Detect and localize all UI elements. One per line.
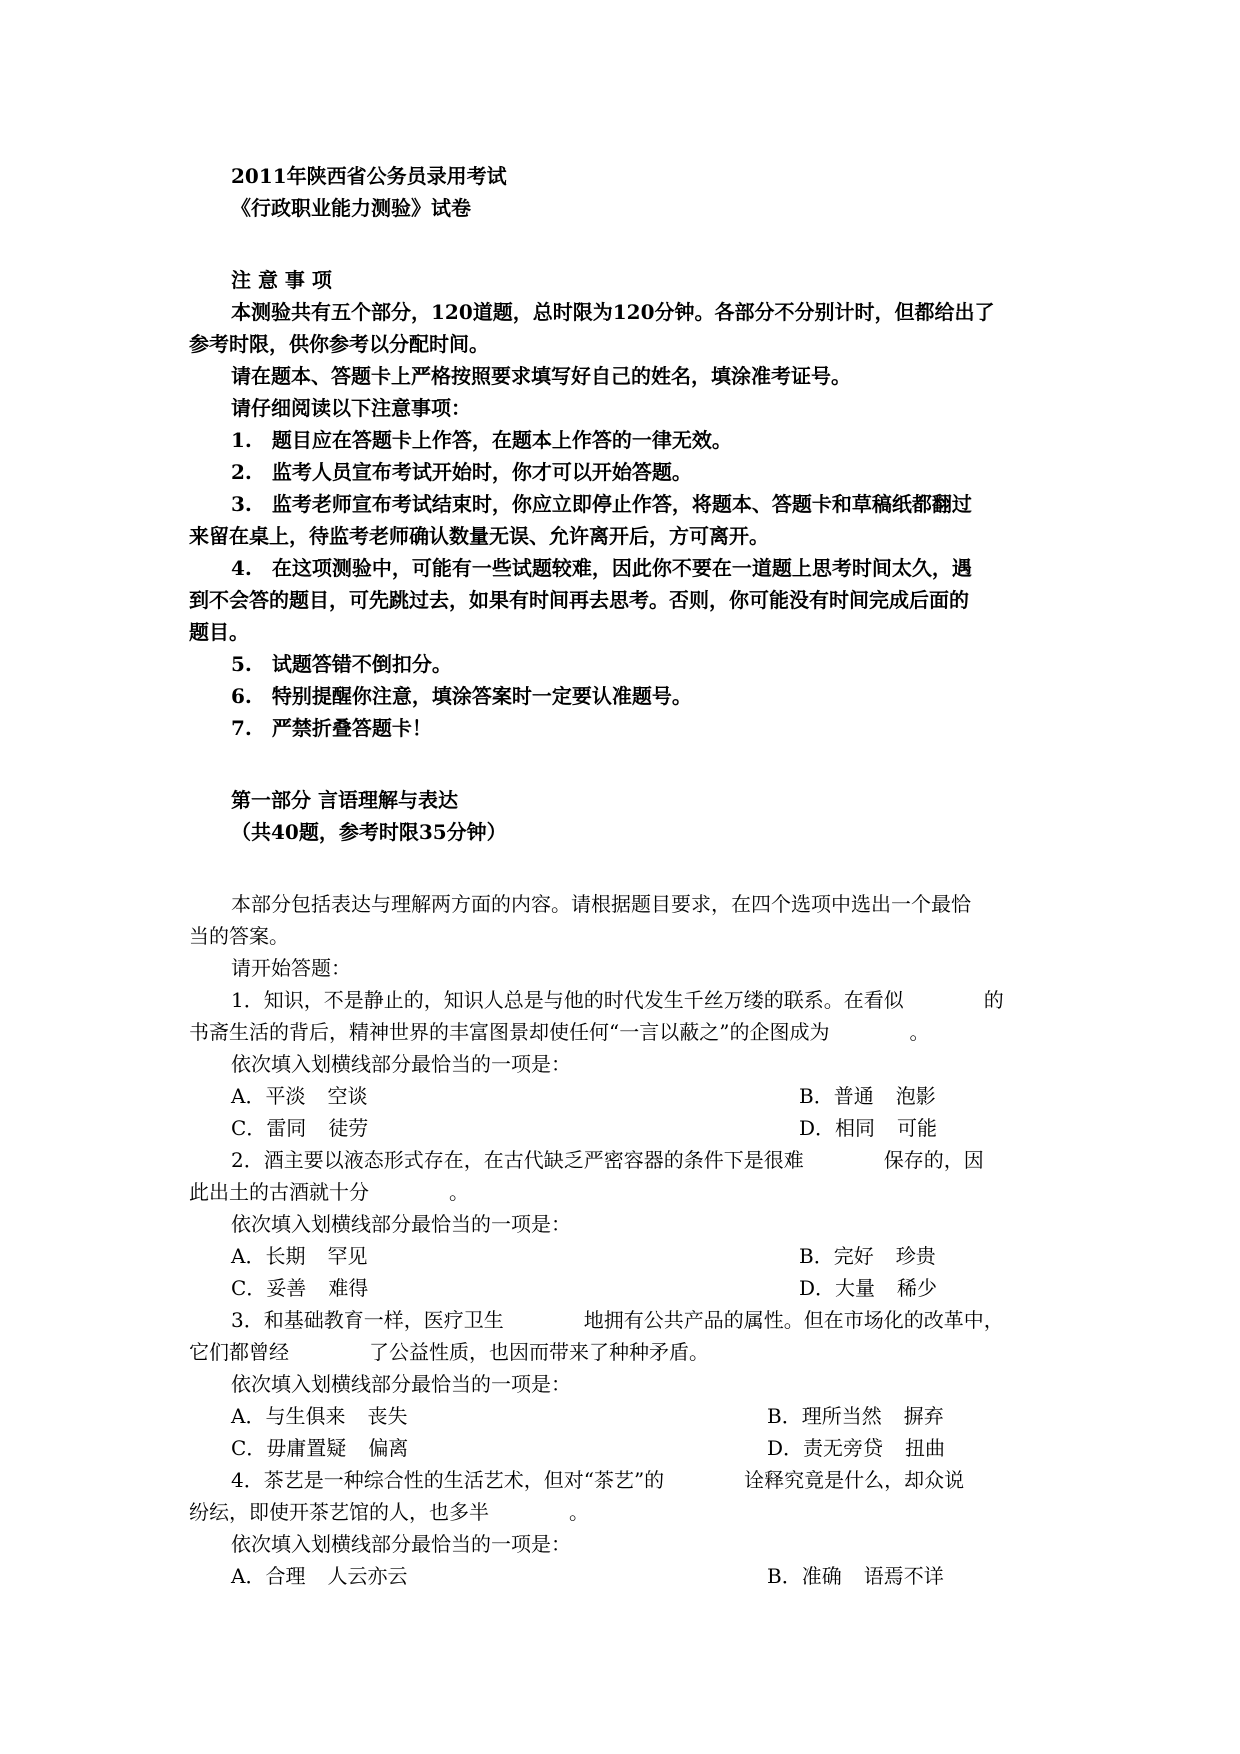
notice-item-4-cont: 到不会答的题目，可先跳过去，如果有时间再去思考。否则，你可能没有时间完成后面的 <box>189 588 969 612</box>
question-1-prompt: 依次填入划横线部分最恰当的一项是： <box>231 1052 571 1076</box>
start-instruction: 请开始答题： <box>231 956 351 980</box>
title-line-1: 2011年陕西省公务员录用考试 <box>231 164 507 188</box>
option-d: D．相同 可能 <box>799 1116 938 1140</box>
question-2-options-row <box>189 1240 1059 1272</box>
option-c: C．雷同 徒劳 <box>231 1116 369 1140</box>
option-d: D．责无旁贷 扭曲 <box>767 1436 946 1460</box>
section-intro-cont: 当的答案。 <box>189 924 289 948</box>
option-a: A．与生俱来 丧失 <box>231 1404 408 1428</box>
notice-item-3-cont: 来留在桌上，待监考老师确认数量无误、允许离开后，方可离开。 <box>189 524 769 548</box>
notice-item-6: 6. 特别提醒你注意，填涂答案时一定要认准题号。 <box>231 684 692 708</box>
section-subtitle: （共40题，参考时限35分钟） <box>231 820 507 844</box>
question-2-options-row <box>189 1272 1059 1304</box>
question-1-options-row <box>189 1112 1059 1144</box>
notice-heading: 注 意 事 项 <box>231 268 332 292</box>
question-3-prompt: 依次填入划横线部分最恰当的一项是： <box>231 1372 571 1396</box>
question-1-stem: 1．知识，不是静止的，知识人总是与他的时代发生千丝万缕的联系。在看似 的 <box>231 988 1004 1012</box>
section-intro: 本部分包括表达与理解两方面的内容。请根据题目要求，在四个选项中选出一个最恰 <box>231 892 971 916</box>
question-4-stem-cont: 纷纭，即使开茶艺馆的人，也多半 。 <box>189 1500 589 1524</box>
question-4-prompt: 依次填入划横线部分最恰当的一项是： <box>231 1532 571 1556</box>
question-2-stem-cont: 此出土的古酒就十分 。 <box>189 1180 469 1204</box>
question-3-options-row <box>189 1400 1059 1432</box>
notice-item-2: 2. 监考人员宣布考试开始时，你才可以开始答题。 <box>231 460 692 484</box>
question-4-stem: 4．茶艺是一种综合性的生活艺术，但对“茶艺”的 诠释究竟是什么，却众说 <box>231 1468 965 1492</box>
question-3-stem: 3．和基础教育一样，医疗卫生 地拥有公共产品的属性。但在市场化的改革中， <box>231 1308 1004 1332</box>
notice-item-4-cont: 题目。 <box>189 620 249 644</box>
notice-item-5: 5. 试题答错不倒扣分。 <box>231 652 452 676</box>
option-a: A．合理 人云亦云 <box>231 1564 408 1588</box>
option-a: A．平淡 空谈 <box>231 1084 368 1108</box>
option-b: B．准确 语焉不详 <box>767 1564 944 1588</box>
section-title: 第一部分 言语理解与表达 <box>231 788 458 812</box>
notice-paragraph: 请仔细阅读以下注意事项： <box>231 396 471 420</box>
notice-paragraph: 请在题本、答题卡上严格按照要求填写好自己的姓名，填涂准考证号。 <box>231 364 851 388</box>
notice-item-4: 4. 在这项测验中，可能有一些试题较难，因此你不要在一道题上思考时间太久，遇 <box>231 556 972 580</box>
question-1-options-row <box>189 1080 1059 1112</box>
notice-paragraph-cont: 参考时限，供你参考以分配时间。 <box>189 332 489 356</box>
notice-item-3: 3. 监考老师宣布考试结束时，你应立即停止作答，将题本、答题卡和草稿纸都翻过 <box>231 492 972 516</box>
document-body <box>189 160 1059 1592</box>
question-2-stem: 2．酒主要以液态形式存在，在古代缺乏严密容器的条件下是很难 保存的，因 <box>231 1148 984 1172</box>
option-c: C．毋庸置疑 偏离 <box>231 1436 409 1460</box>
option-c: C．妥善 难得 <box>231 1276 369 1300</box>
notice-paragraph: 本测验共有五个部分，120道题，总时限为120分钟。各部分不分别计时，但都给出了 <box>231 300 995 324</box>
option-b: B．理所当然 摒弃 <box>767 1404 944 1428</box>
option-b: B．普通 泡影 <box>799 1084 936 1108</box>
notice-item-7: 7. 严禁折叠答题卡！ <box>231 716 432 740</box>
option-a: A．长期 罕见 <box>231 1244 368 1268</box>
question-4-options-row <box>189 1560 1059 1592</box>
question-3-stem-cont: 它们都曾经 了公益性质，也因而带来了种种矛盾。 <box>189 1340 709 1364</box>
option-b: B．完好 珍贵 <box>799 1244 936 1268</box>
title-line-2: 《行政职业能力测验》试卷 <box>231 196 471 220</box>
option-d: D．大量 稀少 <box>799 1276 938 1300</box>
question-2-prompt: 依次填入划横线部分最恰当的一项是： <box>231 1212 571 1236</box>
notice-item-1: 1. 题目应在答题卡上作答，在题本上作答的一律无效。 <box>231 428 732 452</box>
question-3-options-row <box>189 1432 1059 1464</box>
question-1-stem-cont: 书斋生活的背后，精神世界的丰富图景却使任何“一言以蔽之”的企图成为 。 <box>189 1020 930 1044</box>
